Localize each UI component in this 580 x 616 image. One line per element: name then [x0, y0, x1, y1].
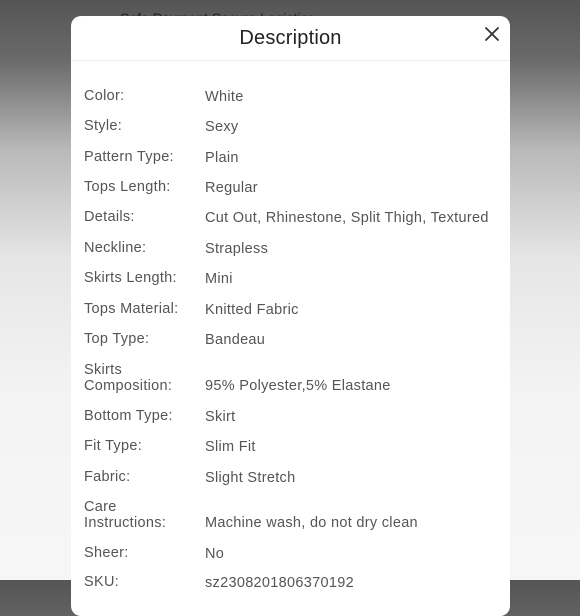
- detail-label: Details:: [84, 209, 135, 225]
- detail-label: Skirts Composition:: [84, 362, 173, 394]
- detail-label: Bottom Type:: [84, 408, 173, 424]
- detail-label: Top Type:: [84, 331, 150, 347]
- modal-title: Description: [239, 27, 342, 49]
- detail-value: Cut Out, Rhinestone, Split Thigh, Textured: [205, 210, 489, 226]
- detail-value: Slim Fit: [205, 439, 256, 455]
- detail-label: Fabric:: [84, 469, 131, 485]
- detail-label: Pattern Type:: [84, 149, 174, 165]
- detail-value: Regular: [205, 180, 258, 196]
- close-icon: [484, 26, 500, 42]
- detail-value: Mini: [205, 271, 233, 287]
- detail-value: Bandeau: [205, 332, 266, 348]
- detail-value: Skirt: [205, 409, 236, 425]
- detail-value: No: [205, 546, 225, 562]
- detail-value: Plain: [205, 150, 239, 166]
- detail-label: Skirts Length:: [84, 270, 177, 286]
- detail-label: Style:: [84, 118, 123, 134]
- detail-value: Slight Stretch: [205, 470, 296, 486]
- close-button[interactable]: [482, 24, 502, 44]
- detail-value: sz2308201806370192: [205, 575, 354, 591]
- detail-value: Strapless: [205, 241, 269, 257]
- detail-label: SKU:: [84, 574, 120, 590]
- detail-label: Tops Length:: [84, 179, 171, 195]
- detail-value: White: [205, 89, 244, 105]
- detail-label: Neckline:: [84, 240, 147, 256]
- detail-label: Tops Material:: [84, 301, 179, 317]
- detail-label: Fit Type:: [84, 438, 143, 454]
- detail-label: Color:: [84, 88, 125, 104]
- detail-label: Care Instructions:: [84, 499, 167, 531]
- description-modal: [71, 16, 510, 616]
- detail-value: Knitted Fabric: [205, 302, 299, 318]
- detail-value: 95% Polyester,5% Elastane: [205, 378, 391, 394]
- modal-header: [71, 16, 510, 61]
- detail-value: Machine wash, do not dry clean: [205, 515, 418, 531]
- detail-label: Sheer:: [84, 545, 129, 561]
- detail-value: Sexy: [205, 119, 239, 135]
